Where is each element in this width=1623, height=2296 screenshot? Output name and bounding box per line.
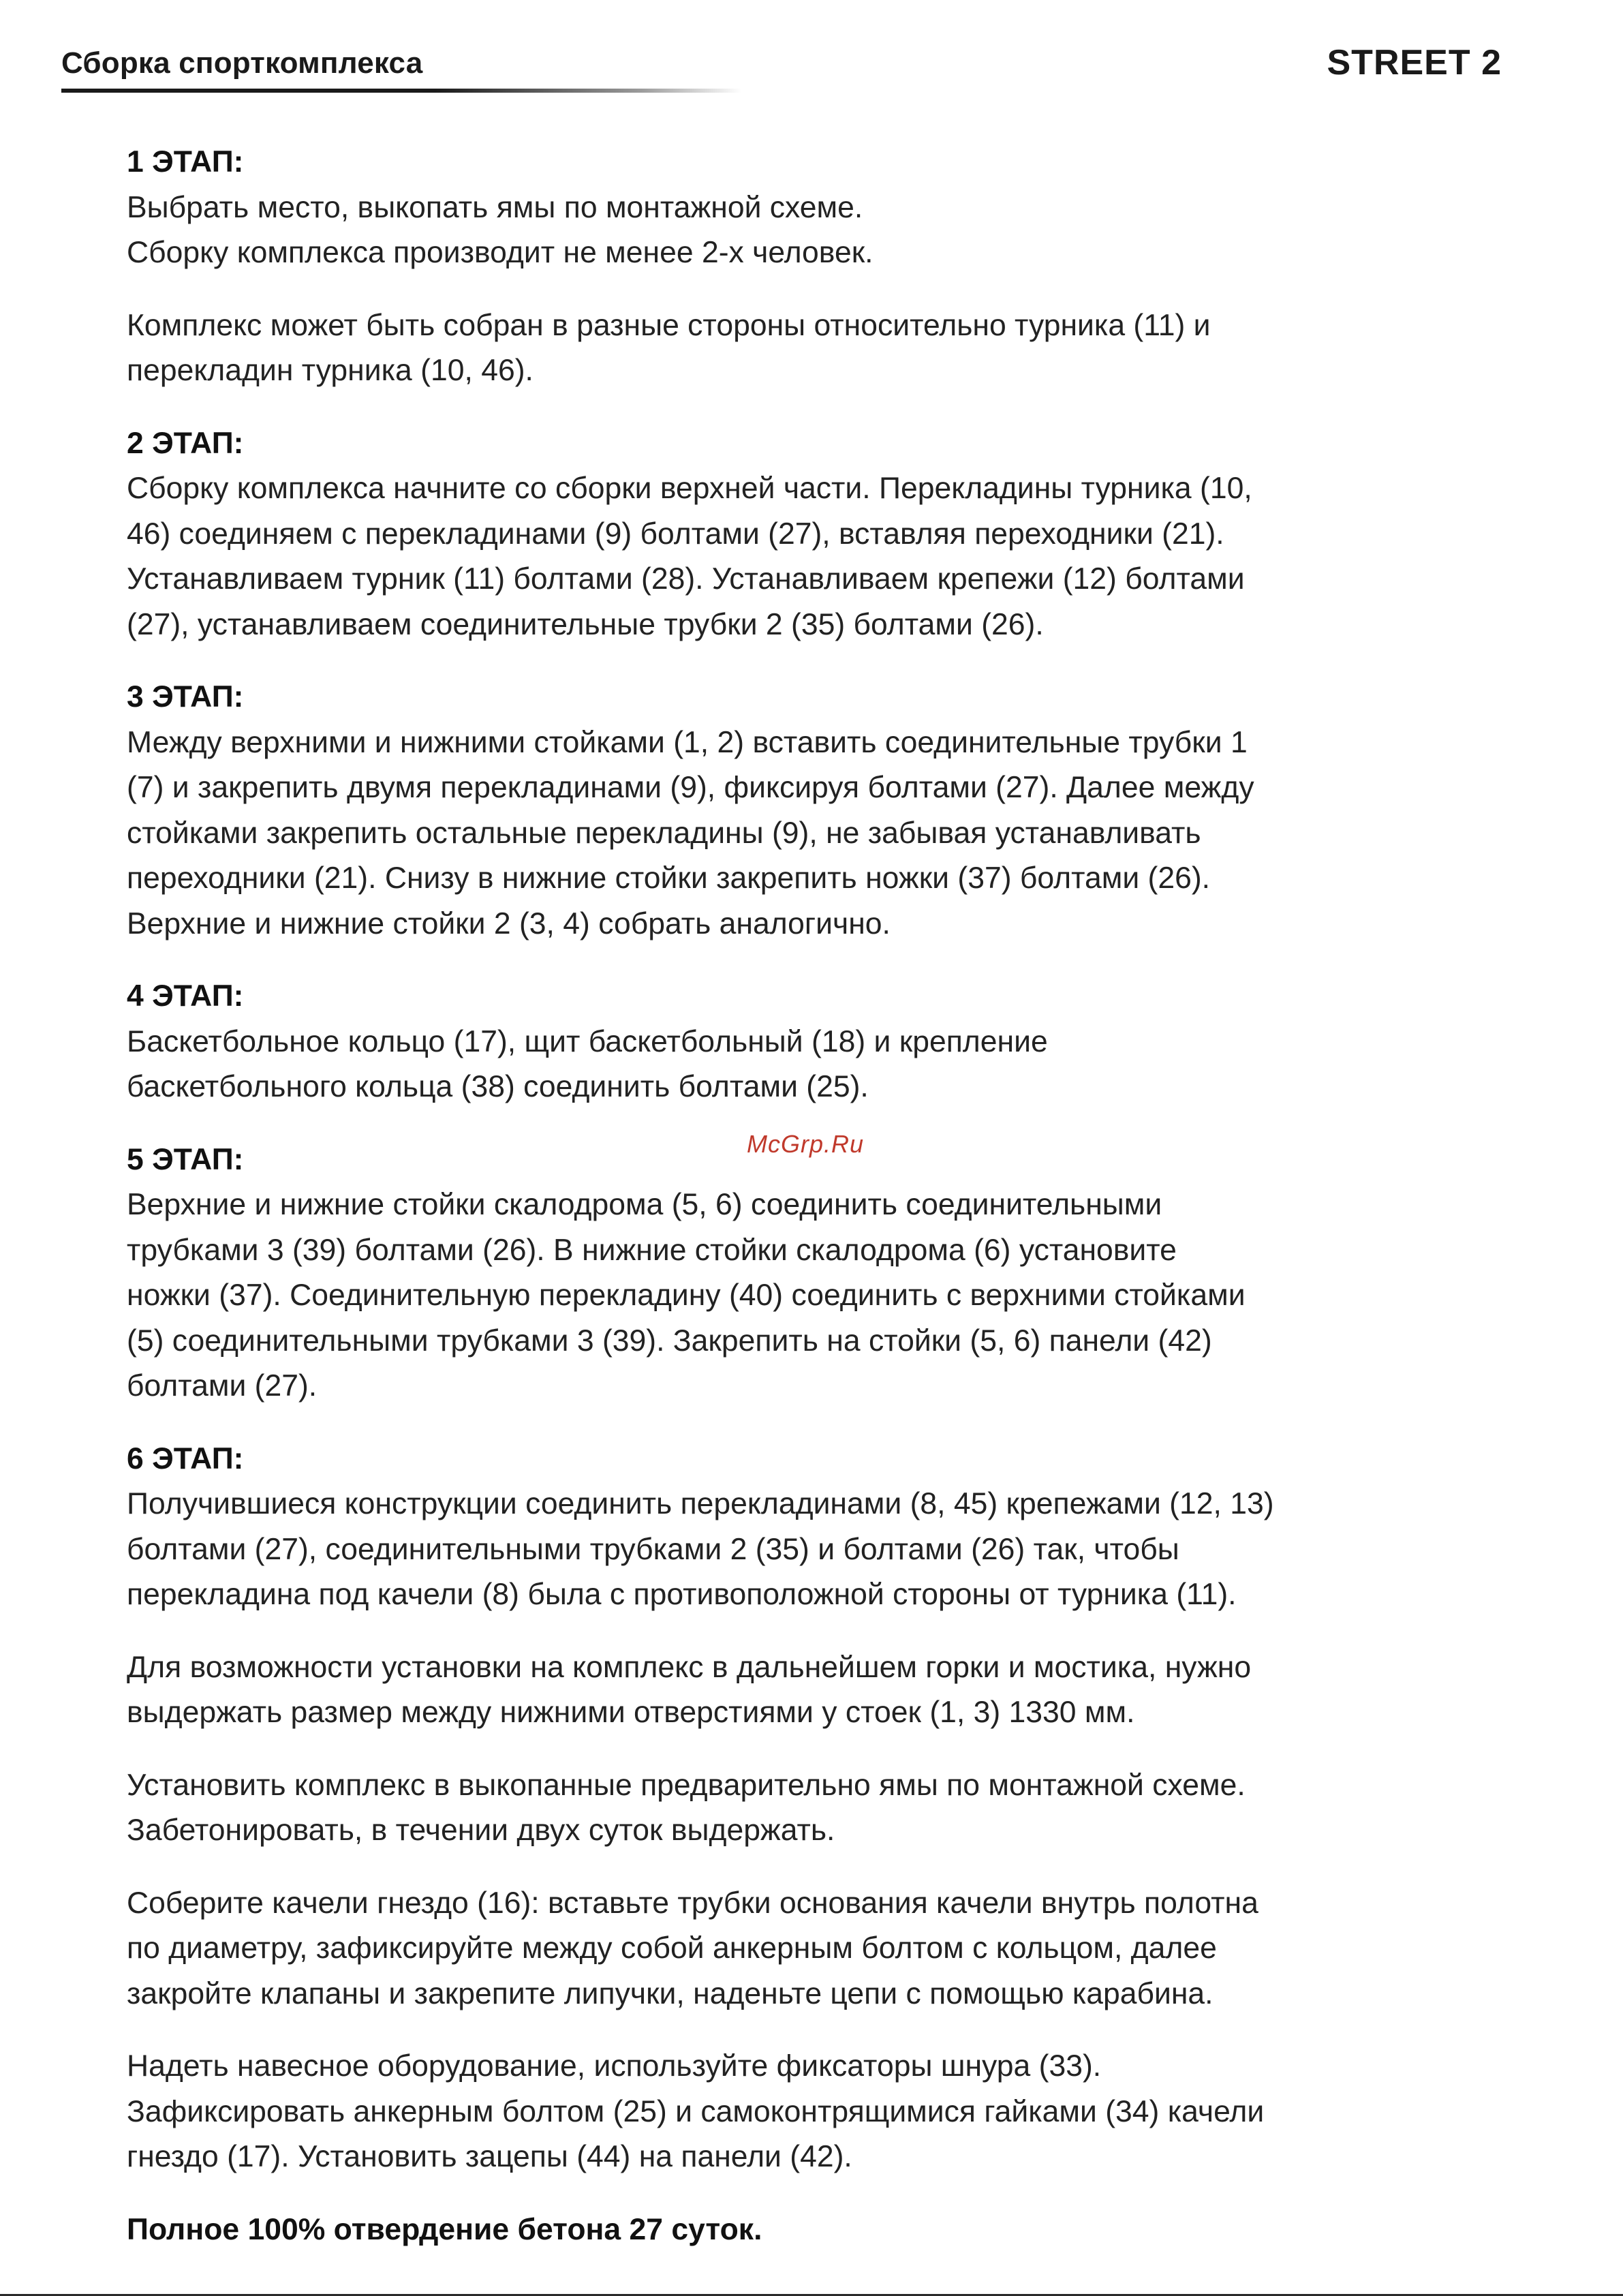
document-title: Сборка спорткомплекса [61, 46, 423, 80]
note-text: Установить комплекс в выкопанные предварительно ямы по монтажной схеме. Забетонировать, в течении двух суток выдержать. [127, 1768, 1246, 1847]
note-text: Соберите качели гнездо (16): вставьте трубки основания качели внутрь полотна по диаметру, зафиксируйте между собой анкерным болтом с кольцом, далее закройте клапаны и закрепите липучки, наденьте цепи с помощью карабина. [127, 1886, 1258, 2010]
final-note-section [127, 2207, 1510, 2253]
nest-swing-note [127, 1881, 1510, 2017]
stage-2-section [127, 421, 1510, 648]
instructions-body [127, 140, 1510, 2280]
slide-bridge-note [127, 1645, 1510, 1736]
final-note: Полное 100% отвердение бетона 27 суток. [127, 2212, 762, 2246]
stage-title: 2 ЭТАП: [127, 426, 244, 460]
stage-3-section [127, 675, 1510, 947]
stage-title: 1 ЭТАП: [127, 145, 244, 179]
equipment-note [127, 2044, 1510, 2180]
stage-6-section [127, 1437, 1510, 1618]
orientation-note [127, 303, 1510, 394]
stage-text: Верхние и нижние стойки скалодрома (5, 6) соединить соединительными трубками 3 (39) болтами (26). В нижние стойки скалодрома (6) установите ножки (37). Соединительную перекладину (40) соединить с верхними стойками (5) соединительными трубками 3 (39). Закрепить на стойки (5, 6) панели (42) болтами (27). [127, 1188, 1246, 1403]
stage-1-section [127, 140, 1510, 276]
watermark-text: McGrp.Ru [747, 1130, 865, 1158]
stage-text: Баскетбольное кольцо (17), щит баскетбольный (18) и крепление баскетбольного кольца (38) соединить болтами (25). [127, 1024, 1048, 1103]
note-text: Комплекс может быть собран в разные стороны относительно турника (11) и перекладин турника (10, 46). [127, 308, 1211, 387]
header-divider [61, 89, 741, 93]
stage-text: Получившиеся конструкции соединить перекладинами (8, 45) крепежами (12, 13) болтами (27), соединительными трубками 2 (35) и болтами (26) так, чтобы перекладина под качели (8) была с противоположной стороны от турника (11). [127, 1487, 1274, 1611]
concrete-note [127, 1763, 1510, 1854]
stage-text: Между верхними и нижними стойками (1, 2) вставить соединительные трубки 1 (7) и закрепить двумя перекладинами (9), фиксируя болтами (27). Далее между стойками закрепить остальные перекладины (9), не забывая устанавливать переходники (21). Снизу в нижние стойки закрепить ножки (37) болтами (26). Верхние и нижние стойки 2 (3, 4) собрать аналогично. [127, 725, 1254, 940]
stage-text: Сборку комплекса начните со сборки верхней части. Перекладины турника (10, 46) соединяем с перекладинами (9) болтами (27), вставляя переходники (21). Устанавливаем турник (11) болтами (28). Устанавливаем крепежи (12) болтами (27), устанавливаем соединительные трубки 2 (35) болтами (26). [127, 472, 1252, 641]
stage-title: 4 ЭТАП: [127, 979, 244, 1013]
page-header [61, 43, 1502, 94]
stage-title: 5 ЭТАП: [127, 1142, 244, 1176]
model-name: STREET 2 [1327, 43, 1502, 82]
stage-title: 6 ЭТАП: [127, 1441, 244, 1475]
note-text: Для возможности установки на комплекс в дальнейшем горки и мостика, нужно выдержать размер между нижними отверстиями у стоек (1, 3) 1330 мм. [127, 1650, 1252, 1729]
stage-5-section [127, 1137, 1510, 1409]
stage-4-section [127, 974, 1510, 1110]
stage-text: Выбрать место, выкопать ямы по монтажной схеме. Сборку комплекса производит не менее 2-х человек. [127, 190, 874, 269]
note-text: Надеть навесное оборудование, используйте фиксаторы шнура (33). Зафиксировать анкерным болтом (25) и самоконтрящимися гайками (34) качели гнездо (17). Установить зацепы (44) на панели (42). [127, 2049, 1265, 2173]
stage-title: 3 ЭТАП: [127, 680, 244, 714]
